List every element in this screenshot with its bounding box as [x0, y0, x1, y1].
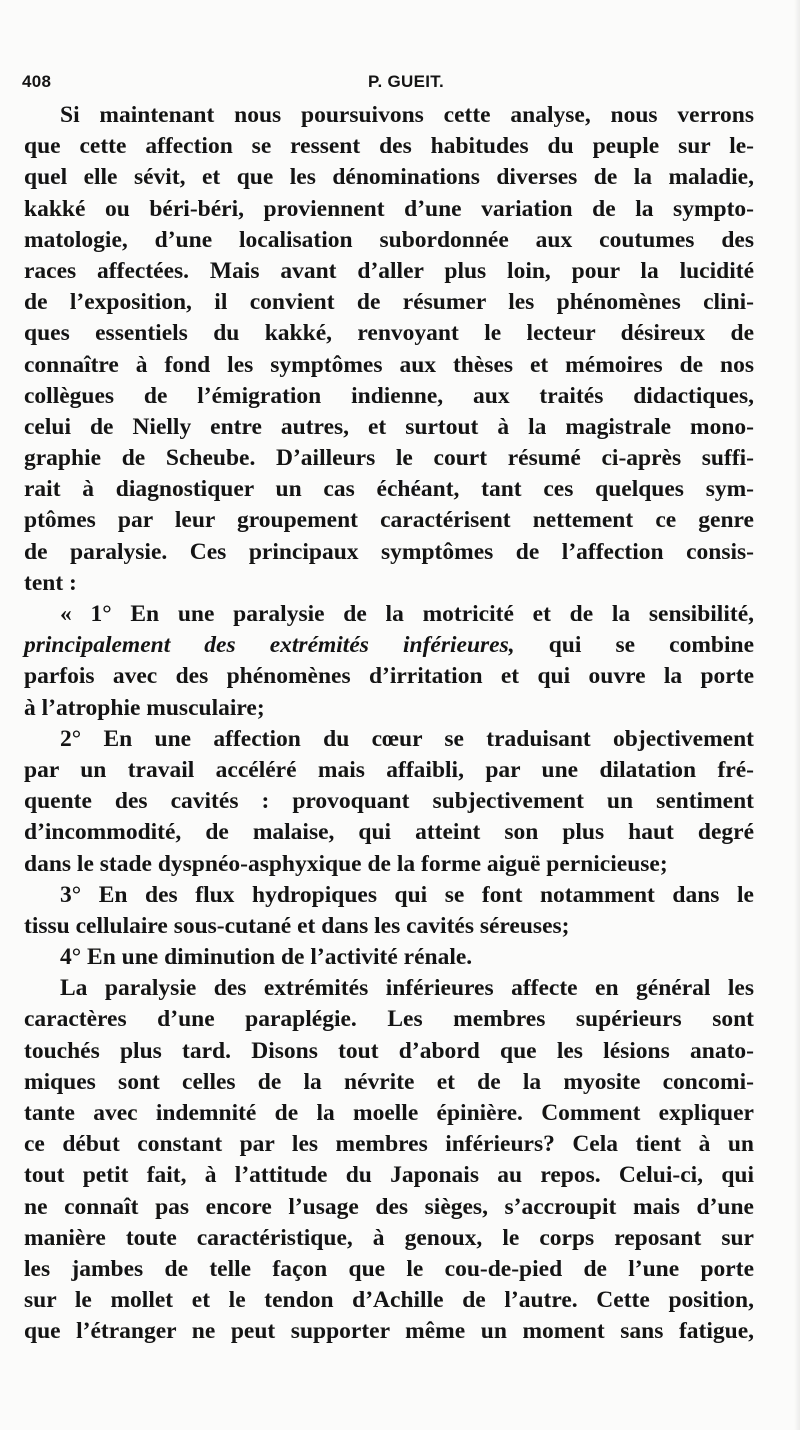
text-line: rait à diagnostiquer un cas échéant, tant ces quelques sym-: [24, 476, 754, 503]
text-line: parfois avec des phénomènes d’irritation et qui ouvre la porte: [24, 663, 754, 690]
text-line: sur le mollet et le tendon d’Achille de l’autre. Cette position,: [24, 1287, 754, 1314]
text-line: tent :: [24, 569, 77, 596]
text-line: les jambes de telle façon que le cou-de-pied de l’une porte: [24, 1255, 754, 1282]
text-line: de l’exposition, il convient de résumer les phénomènes clini-: [24, 289, 754, 316]
text-line: 2° En une affection du cœur se traduisant objectivement: [60, 725, 754, 752]
text-line: kakké ou béri-béri, proviennent d’une variation de la sympto-: [24, 195, 754, 222]
text-fragment: qui se combine: [514, 632, 754, 659]
text-line: d’incommodité, de malaise, qui atteint son plus haut degré: [24, 819, 754, 846]
text-line: ques essentiels du kakké, renvoyant le lecteur désireux de: [24, 320, 754, 347]
text-line: caractères d’une paraplégie. Les membres supérieurs sont: [24, 1006, 754, 1033]
text-line: ptômes par leur groupement caractérisent nettement ce genre: [24, 507, 754, 534]
text-line: celui de Nielly entre autres, et surtout à la magistrale mono-: [24, 413, 754, 440]
text-line: ce début constant par les membres inférieurs? Cela tient à un: [24, 1131, 754, 1158]
running-head: [22, 72, 754, 96]
text-line: connaître à fond les symptômes aux thèses et mémoires de nos: [24, 351, 754, 378]
text-line: par un travail accéléré mais affaibli, par une dilatation fré-: [24, 756, 754, 783]
text-line: tout petit fait, à l’attitude du Japonais au repos. Celui-ci, qui: [24, 1162, 754, 1189]
text-line: que l’étranger ne peut supporter même un moment sans fatigue,: [24, 1318, 754, 1345]
text-line: matologie, d’une localisation subordonnée aux coutumes des: [24, 226, 754, 253]
text-line: miques sont celles de la névrite et de la myosite concomi-: [24, 1068, 754, 1095]
text-line: 4° En une diminution de l’activité rénale.: [60, 944, 473, 971]
text-line: graphie de Scheube. D’ailleurs le court résumé ci-après suffi-: [24, 445, 754, 472]
text-line: « 1° En une paralysie de la motricité et de la sensibilité,: [60, 601, 754, 627]
text-line: quel elle sévit, et que les dénominations diverses de la maladie,: [24, 164, 754, 191]
text-line: de paralysie. Ces principaux symptômes de l’affection consis-: [24, 538, 754, 565]
text-line: La paralysie des extrémités inférieures affecte en général les: [60, 975, 754, 1002]
text-line: races affectées. Mais avant d’aller plus loin, pour la lucidité: [24, 257, 754, 284]
text-line-italic: [24, 630, 754, 661]
text-line: manière toute caractéristique, à genoux, le corps reposant sur: [24, 1224, 754, 1251]
text-line: collègues de l’émigration indienne, aux traités didactiques,: [24, 382, 754, 409]
text-line: à l’atrophie musculaire;: [24, 694, 265, 721]
text-line: Si maintenant nous poursuivons cette analyse, nous verrons: [60, 102, 754, 128]
body-text: [24, 100, 754, 1348]
italic-phrase: principalement des extrémités inférieures,: [24, 632, 515, 659]
text-line: dans le stade dyspnéo-asphyxique de la forme aiguë pernicieuse;: [24, 850, 668, 877]
running-head-author: P. GUEIT.: [368, 72, 445, 91]
text-line: que cette affection se ressent des habitudes du peuple sur le-: [24, 133, 754, 160]
text-line: tissu cellulaire sous-cutané et dans les cavités séreuses;: [24, 912, 570, 939]
text-line: touchés plus tard. Disons tout d’abord que les lésions anato-: [24, 1037, 754, 1064]
page-edge-shadow: [794, 0, 800, 1430]
text-line: 3° En des flux hydropiques qui se font notamment dans le: [60, 881, 754, 908]
text-line: ne connaît pas encore l’usage des sièges, s’accroupit mais d’une: [24, 1193, 754, 1220]
text-line: quente des cavités : provoquant subjectivement un sentiment: [24, 788, 754, 815]
page-number: 408: [22, 72, 52, 91]
text-line: tante avec indemnité de la moelle épinière. Comment expliquer: [24, 1100, 754, 1126]
